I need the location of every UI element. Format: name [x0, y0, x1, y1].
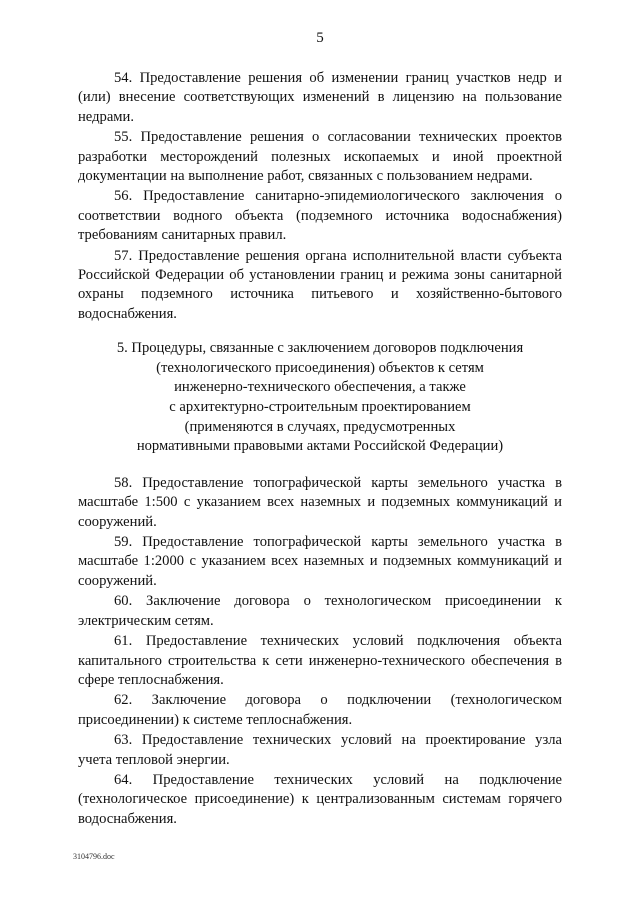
document-body [78, 69, 562, 830]
paragraph-59: 59. Предоставление топографической карты земельного участка в масштабе 1:2000 с указанием всех наземных и подземных коммуникаций и сооружений. [78, 534, 562, 589]
paragraph-55: 55. Предоставление решения о согласовании технических проектов разработки месторождений полезных ископаемых и иной проектной документации на выполнение работ, связанных с пользованием недрами. [78, 129, 562, 185]
paragraph-62: 62. Заключение договора о подключении (технологическом присоединении) к системе теплоснабжения. [78, 692, 562, 728]
paragraph-58: 58. Предоставление топографической карты земельного участка в масштабе 1:500 с указанием всех наземных и подземных коммуникаций и сооружений. [78, 474, 562, 530]
section-heading-line: нормативными правовыми актами Российской Федерации) [136, 438, 504, 455]
section-heading-line: инженерно-технического обеспечения, а также [174, 379, 466, 396]
section-heading-line: (технологического присоединения) объектов к сетям [156, 359, 484, 376]
footer-filename: 3104796.doc [73, 852, 115, 861]
paragraph-54: 54. Предоставление решения об изменении границ участков недр и (или) внесение соответствующих изменений в лицензию на пользование недрами. [78, 70, 562, 125]
page-number: 5 [316, 30, 324, 46]
section-heading-line: 5. Процедуры, связанные с заключением договоров подключения [116, 340, 524, 357]
section-heading-line: с архитектурно-строительным проектированием [169, 399, 471, 416]
paragraph-61: 61. Предоставление технических условий подключения объекта капитального строительства к сети инженерно-технического обеспечения в сфере теплоснабжения. [78, 633, 562, 688]
paragraph-60: 60. Заключение договора о технологическом присоединении к электрическим сетям. [78, 593, 562, 629]
paragraph-56: 56. Предоставление санитарно-эпидемиологического заключения о соответствии водного объекта (подземного источника водоснабжения) требованиям санитарных правил. [78, 188, 562, 244]
paragraph-64: 64. Предоставление технических условий на подключение (технологическое присоединение) к централизованным системам горячего водоснабжения. [78, 771, 562, 827]
section-heading-line: (применяются в случаях, предусмотренных [184, 418, 456, 435]
section-heading [78, 339, 562, 457]
paragraph-57: 57. Предоставление решения органа исполнительной власти субъекта Российской Федерации об установлении границ и режима зоны санитарной охраны подземного источника питьевого и хозяйственно-бытового водоснабжения. [78, 247, 562, 322]
paragraph-63: 63. Предоставление технических условий на проектирование узла учета тепловой энергии. [78, 732, 562, 768]
